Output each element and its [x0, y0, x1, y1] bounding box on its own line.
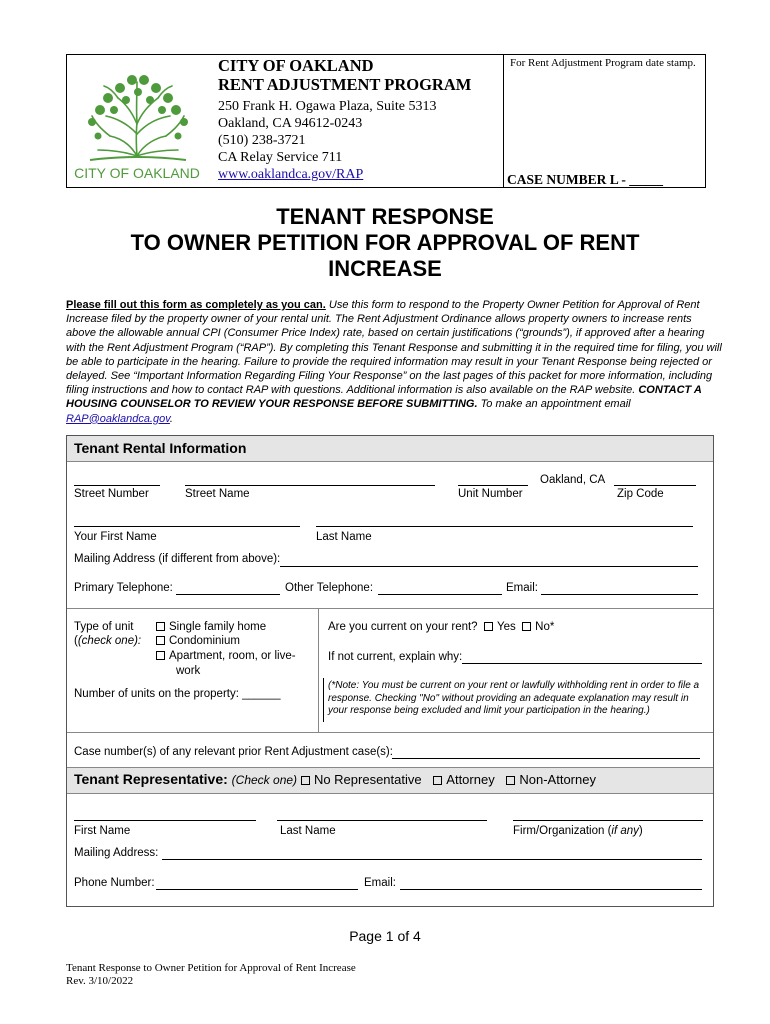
check-one-hint: (check one):: [77, 635, 142, 647]
rep-email-line[interactable]: [400, 889, 702, 890]
last-name-line[interactable]: [316, 526, 693, 527]
street-number-label: Street Number: [74, 488, 149, 500]
rep-first-name-line[interactable]: [74, 820, 256, 821]
firm-optional: if any: [611, 825, 639, 837]
rep-phone-label: Phone Number:: [74, 877, 155, 889]
agency-line-program: RENT ADJUSTMENT PROGRAM: [218, 75, 472, 94]
rep-first-name-label: First Name: [74, 825, 131, 837]
footer: [66, 962, 356, 988]
unit-type-single-family[interactable]: [156, 621, 266, 633]
unit-type-apartment-cont: work: [176, 665, 201, 677]
first-name-label: Your First Name: [74, 531, 157, 543]
address-line-1: 250 Frank H. Ogawa Plaza, Suite 5313: [218, 99, 437, 114]
option-label: Apartment, room, or live-: [169, 650, 296, 662]
zip-code-line[interactable]: [614, 485, 696, 486]
option-label: Condominium: [169, 635, 240, 647]
explain-line[interactable]: [462, 663, 702, 664]
checkbox[interactable]: [301, 776, 310, 785]
agency-line-city: CITY OF OAKLAND: [218, 56, 374, 75]
instructions-paragraph: [66, 298, 722, 426]
checkbox[interactable]: [506, 776, 515, 785]
check-one-hint: (Check one): [231, 773, 298, 787]
prior-cases-line[interactable]: [392, 758, 700, 759]
firm-end: ): [638, 825, 643, 837]
note-bracket: [323, 678, 324, 722]
firm-text: Firm/Organization (: [513, 825, 612, 837]
number-of-units-label[interactable]: Number of units on the property: ______: [74, 688, 281, 700]
date-stamp-label: For Rent Adjustment Program date stamp.: [510, 57, 696, 69]
rental-info-title: Tenant Rental Information: [74, 440, 247, 456]
no-label: No*: [535, 621, 555, 633]
option-label: No Representative: [313, 772, 422, 787]
question-text: Are you current on your rent?: [328, 621, 478, 633]
primary-phone-label: Primary Telephone:: [74, 582, 173, 594]
column-divider: [318, 608, 319, 732]
rep-option-attorney[interactable]: [433, 772, 494, 787]
option-label: Non-Attorney: [519, 772, 596, 787]
last-name-label: Last Name: [316, 531, 372, 543]
checkbox[interactable]: [156, 651, 165, 660]
instructions-tail: To make an appointment email: [477, 398, 631, 411]
representative-title: Tenant Representative:: [74, 771, 228, 787]
street-name-line[interactable]: [185, 485, 435, 486]
footer-title: Tenant Response to Owner Petition for Approval of Rent Increase: [66, 962, 356, 974]
rep-mailing-label: Mailing Address:: [74, 847, 159, 859]
footer-revision: Rev. 3/10/2022: [66, 975, 134, 987]
checkbox[interactable]: [433, 776, 442, 785]
rep-mailing-line[interactable]: [162, 859, 702, 860]
rent-current-question: [328, 621, 554, 633]
logo-text: CITY OF OAKLAND: [74, 165, 200, 181]
prior-cases-label: Case number(s) of any relevant prior Rent Adjustment case(s):: [74, 746, 393, 758]
instructions-body: Use this form to respond to the Property Owner Petition for Approval of Rent Increase filed by the property owner of your rental unit. The Rent Adjustment Ordinance allows property owners to increase rents above the allowable annual CPI (Consumer Price Index) rate, based on certain justifications (“grounds”), if approved after a hearing with the Rent Adjustment Program (“RAP”). By completing this Tenant Response and submitting it in the required time for filing, you will be able to participate in the hearing. Failure to provide the required information may result in your Tenant Response being rejected or delayed. See “Important Information Regarding Filing Your Response” on the last pages of this packet for more information, including filing instructions and how to contact RAP with questions. Additional information is also available on the RAP website.: [66, 299, 722, 397]
rent-note: (*Note: You must be current on your rent or lawfully withholding rent in order to file a response. Checking "No" without providing an adequate explanation may result in your response being excluded and limit your participation in the hearing.): [328, 680, 700, 716]
primary-phone-line[interactable]: [176, 594, 280, 595]
rap-email-link[interactable]: RAP@oaklandca.gov: [66, 412, 170, 425]
no-checkbox[interactable]: [522, 622, 531, 631]
option-label: Attorney: [446, 772, 495, 787]
email-line[interactable]: [541, 594, 698, 595]
unit-type-hint: ((check one):: [74, 635, 142, 647]
rep-last-name-line[interactable]: [277, 820, 487, 821]
first-name-line[interactable]: [74, 526, 300, 527]
unit-number-label: Unit Number: [458, 488, 523, 500]
other-phone-line[interactable]: [378, 594, 502, 595]
title-line-3: INCREASE: [328, 256, 442, 281]
yes-label: Yes: [496, 621, 516, 633]
relay-service: CA Relay Service 711: [218, 150, 343, 165]
option-label: Single family home: [169, 621, 267, 633]
website-link[interactable]: www.oaklandca.gov/RAP: [218, 167, 364, 182]
email-label: Email:: [506, 582, 538, 594]
divider: [67, 732, 713, 733]
mailing-address-line[interactable]: [280, 566, 698, 567]
address-line-2: Oakland, CA 94612-0243: [218, 116, 363, 131]
yes-checkbox[interactable]: [484, 622, 493, 631]
city-label: Oakland, CA: [540, 474, 606, 486]
unit-type-condominium[interactable]: [156, 635, 240, 647]
unit-type-label: Type of unit: [74, 621, 134, 633]
mailing-address-label: Mailing Address (if different from above):: [74, 553, 281, 565]
agency-name: [218, 56, 471, 94]
explain-label: If not current, explain why:: [328, 651, 463, 663]
agency-address: [218, 98, 437, 183]
case-number-label: CASE NUMBER L - _____: [507, 172, 664, 187]
checkbox[interactable]: [156, 622, 165, 631]
date-stamp-box: [503, 54, 706, 188]
housing-counselor-notice: CONTACT A HOUSING COUNSELOR TO REVIEW YOUR RESPONSE BEFORE SUBMITTING.: [66, 384, 702, 411]
title-line-2: TO OWNER PETITION FOR APPROVAL OF RENT: [130, 230, 640, 255]
rep-option-non-attorney[interactable]: [506, 772, 596, 787]
rep-firm-line[interactable]: [513, 820, 703, 821]
rep-email-label: Email:: [364, 877, 396, 889]
rep-phone-line[interactable]: [156, 889, 358, 890]
instructions-end: .: [169, 412, 173, 425]
agency-phone: (510) 238-3721: [218, 133, 306, 148]
city-of-oakland-logo: [70, 64, 205, 184]
title-line-1: TENANT RESPONSE: [276, 204, 494, 229]
checkbox[interactable]: [156, 636, 165, 645]
rep-firm-label: [513, 825, 643, 837]
zip-code-label: Zip Code: [617, 488, 664, 500]
instructions-lead: Please fill out this form as completely as you can.: [66, 299, 326, 311]
unit-type-apartment[interactable]: [156, 650, 296, 662]
divider: [67, 608, 713, 609]
page-number: Page 1 of 4: [349, 928, 421, 944]
document-title: [0, 204, 770, 282]
street-name-label: Street Name: [185, 488, 250, 500]
rep-option-none[interactable]: [301, 772, 422, 787]
rep-last-name-label: Last Name: [280, 825, 336, 837]
other-phone-label: Other Telephone:: [285, 582, 374, 594]
street-number-line[interactable]: [74, 485, 160, 486]
unit-number-line[interactable]: [458, 485, 528, 486]
representative-row: [74, 771, 596, 787]
